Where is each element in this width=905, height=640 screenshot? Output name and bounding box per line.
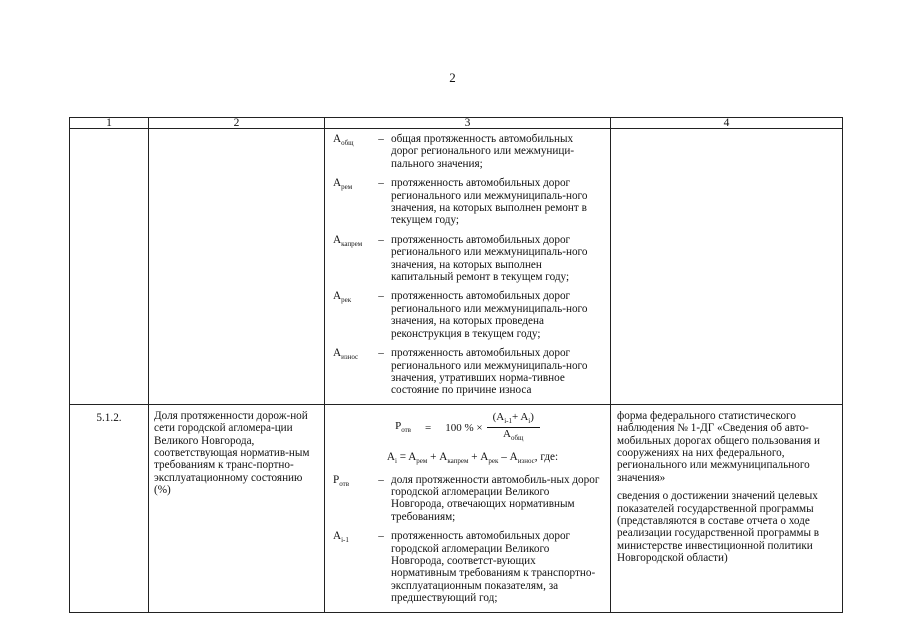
dash: – — [378, 473, 384, 486]
fraction: $\frac{(A_{i-1}+ A_i)}{A_{общ}}$ — [487, 411, 540, 445]
definition-item — [333, 347, 602, 397]
source-paragraph: сведения о достижении значений целевых показателей государственной программы (представляются в составе отчета о ходе реализации государственной программы в министерстве инвестиционной политики Новгородской области) — [617, 490, 820, 565]
header-col-1: 1 — [70, 118, 149, 129]
dash: – — [378, 347, 384, 360]
definitions-list — [325, 129, 610, 397]
definition-text: протяженность автомобильных дорог городской агломерации Великого Новгорода, соответст-вующих нормативным требованиям к транспортно-эксплуатационным показателям, за предшествующий год; — [391, 530, 596, 605]
definition-text: общая протяженность автомобильных дорог регионального или межмуници-пального значения; — [391, 133, 575, 170]
dash: – — [378, 530, 384, 543]
definition-item — [333, 177, 602, 227]
symbol: $A_{капрем}$ — [333, 233, 363, 249]
dash: – — [378, 133, 384, 145]
definitions-list — [325, 474, 610, 605]
definition-text: протяженность автомобильных дорог регионального или межмуниципаль-ного значения, на которых проведена реконструкция в текущем году; — [391, 290, 588, 340]
source-paragraph: форма федерального статистического наблюдения № 1-ДГ «Сведения об авто-мобильных дорогах общего пользования и сооружениях на них федерального, регионального или межмуниципального значения» — [617, 409, 820, 484]
symbol: $A_{рек}$ — [333, 290, 352, 305]
header-row — [70, 118, 843, 129]
definition-item — [333, 234, 602, 284]
dash: – — [378, 233, 384, 246]
dash: – — [378, 290, 384, 303]
indicator-name: Доля протяженности дорож-ной сети городской агломера-ции Великого Новгорода, соответствующая норматив-ным требованиям к транс-портно-эксплуатационному состоянию (%) — [149, 404, 325, 612]
definition-item — [333, 133, 602, 170]
data-source-cell — [611, 404, 843, 612]
formula-secondary: $A_i = A_{рем} + A_{капрем} + A_{рек} - A_{износ}$, где: — [386, 450, 559, 466]
calculation-cell — [325, 404, 611, 612]
header-col-3: 3 — [325, 118, 611, 129]
definitions-cell — [325, 129, 611, 405]
page-number: 2 — [449, 70, 456, 85]
definition-text: протяженность автомобильных дорог регионального или межмуниципаль-ного значения, на которых выполнен ремонт в текущем году; — [391, 177, 588, 227]
definition-text: протяженность автомобильных дорог регионального или межмуниципаль-ного значения, утративших норма-тивное состояние по причине износа — [391, 347, 588, 397]
empty-cell — [70, 129, 149, 405]
header-col-2: 2 — [149, 118, 325, 129]
symbol: $A_{износ}$ — [333, 347, 359, 362]
dash: – — [378, 177, 384, 190]
symbol: $A_{общ}$ — [333, 133, 354, 148]
definition-text: доля протяженности автомобиль-ных дорог городской агломерации Великого Новгорода, отвечающих нормативным требованиям; — [391, 473, 600, 523]
table-row — [70, 404, 843, 612]
definition-text: протяженность автомобильных дорог регионального или межмуниципаль-ного значения, на которых выполнен капитальный ремонт в текущем году; — [391, 233, 588, 284]
header-col-4: 4 — [611, 118, 843, 129]
empty-cell — [611, 129, 843, 405]
empty-cell — [149, 129, 325, 405]
definition-item — [333, 474, 602, 524]
formula-main: $P_{отв}$ = 100 % × $\frac{(A_{i-1}+ A_i)}{A_{общ}}$ — [325, 411, 610, 445]
definition-item — [333, 530, 602, 604]
indicators-table — [69, 117, 843, 613]
continuation-row — [70, 129, 843, 405]
symbol: $A_{рем}$ — [333, 177, 353, 192]
symbol: $A_{i-1}$ — [333, 530, 349, 545]
definition-item — [333, 290, 602, 340]
symbol: $P_{отв}$ — [333, 473, 350, 488]
row-number: 5.1.2. — [70, 404, 149, 612]
